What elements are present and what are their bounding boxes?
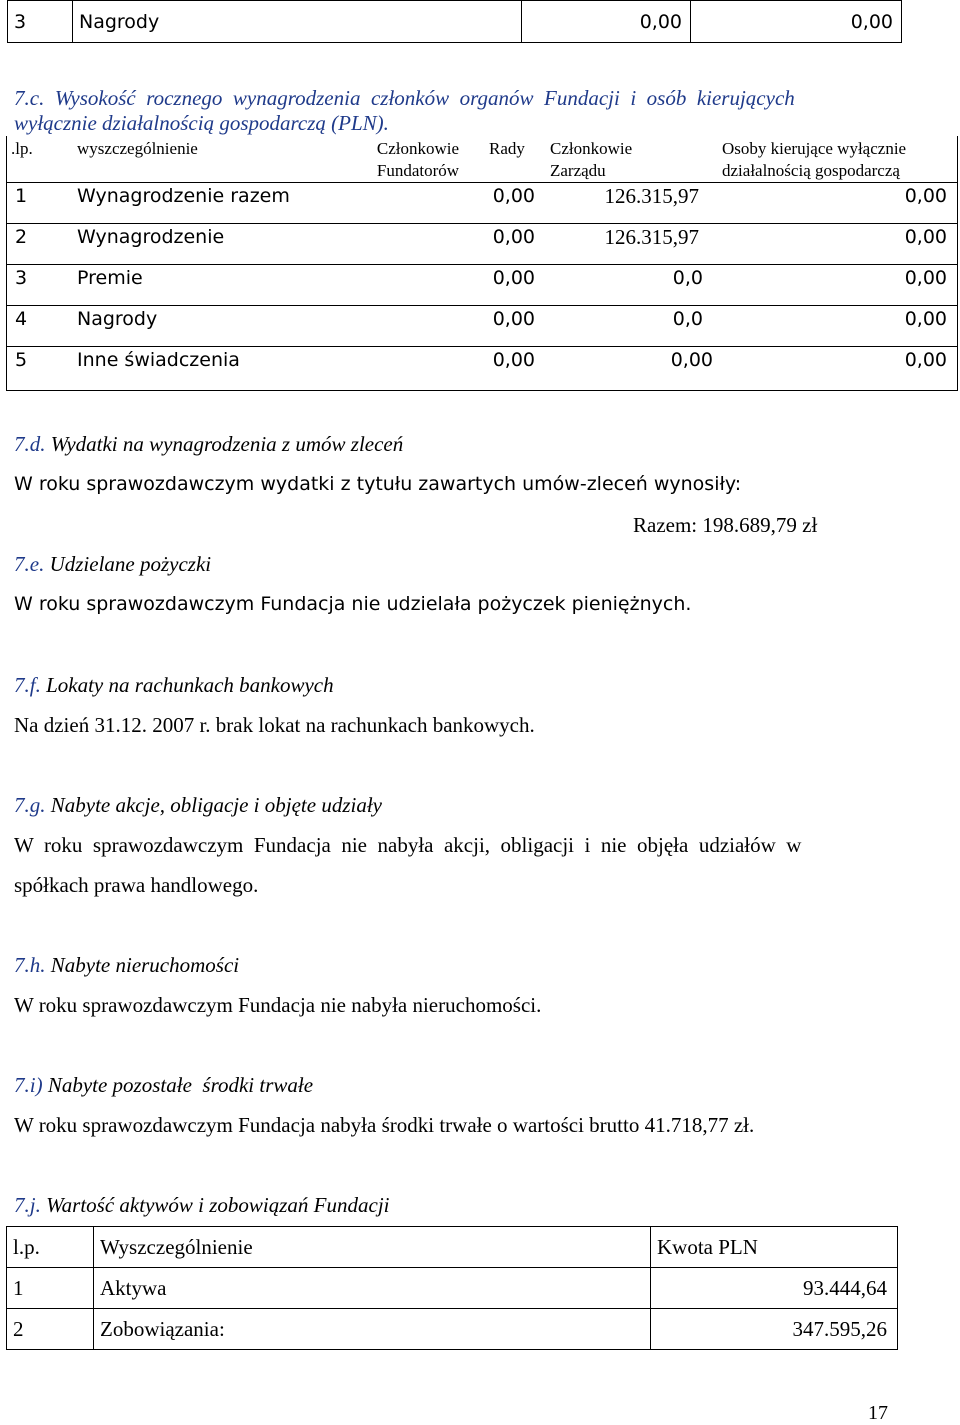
col-header-spec: wyszczególnienie (77, 139, 198, 158)
row-lp: 3 (15, 267, 28, 289)
section-title: Nabyte pozostałe środki trwałe (42, 1073, 314, 1097)
section-prefix: 7.j. (14, 1193, 41, 1217)
row-value-zarzad: 126.315,97 (604, 184, 699, 208)
col-header-persons-line2: działalnością gospodarczą (722, 161, 900, 180)
section-h-text: W roku sprawozdawczym Fundacja nie nabyła nieruchomości. (14, 993, 542, 1017)
row-value-osoby: 0,00 (904, 185, 947, 207)
row-value-rada: 0,00 (492, 308, 535, 330)
section-d-heading (14, 432, 403, 457)
section-d-text: W roku sprawozdawczym wydatki z tytułu zawartych umów-zleceń wynosiły: (14, 473, 742, 495)
col-header-founders-line1: Członkowie (376, 139, 460, 158)
row-divider (7, 305, 957, 306)
col-header-spec: Wyszczególnienie (94, 1227, 651, 1268)
table-header-row (7, 1227, 898, 1268)
row-value: 0,00 (691, 1, 902, 43)
row-divider (7, 264, 957, 265)
section-title: Wydatki na wynagrodzenia z umów zleceń (45, 432, 404, 456)
section-e-heading (14, 552, 211, 577)
section-c-heading-line1: 7.c. Wysokość rocznego wynagrodzenia członków organów Fundacji i osób kierujących (14, 86, 795, 110)
row-divider (7, 182, 957, 183)
row-value-rada: 0,00 (492, 349, 535, 371)
row-amount: 93.444,64 (651, 1268, 898, 1309)
row-lp: 2 (7, 1309, 94, 1350)
section-title: Nabyte akcje, obligacje i objęte udziały (45, 793, 382, 817)
section-j-heading (14, 1193, 390, 1218)
row-value-rada: 0,00 (492, 267, 535, 289)
col-header-mgmt-line1: Członkowie (550, 139, 633, 158)
row-value-zarzad: 0,0 (672, 267, 703, 289)
row-label: Zobowiązania: (94, 1309, 651, 1350)
col-header-persons (722, 138, 952, 182)
page-number: 17 (868, 1402, 888, 1424)
row-value: 0,00 (522, 1, 691, 43)
section-prefix: 7.i) (14, 1073, 43, 1097)
section-e-text: W roku sprawozdawczym Fundacja nie udzielała pożyczek pieniężnych. (14, 593, 692, 615)
col-header-founders (363, 138, 473, 182)
section-h-heading (14, 953, 239, 978)
section-prefix: 7.f. (14, 673, 41, 697)
row-label: Aktywa (94, 1268, 651, 1309)
row-lp: 4 (15, 308, 28, 330)
section-title: Wartość aktywów i zobowiązań Fundacji (40, 1193, 390, 1217)
table-row (8, 1, 902, 43)
row-value-rada: 0,00 (492, 185, 535, 207)
section-title: Nabyte nieruchomości (45, 953, 240, 977)
col-header-lp: l.p. (7, 1227, 94, 1268)
row-label: Wynagrodzenie razem (77, 185, 290, 207)
section-d-total: Razem: 198.689,79 zł (633, 513, 818, 537)
row-divider (7, 346, 957, 347)
table-row (7, 1309, 898, 1350)
table-row (7, 1268, 898, 1309)
section-f-heading (14, 673, 334, 698)
row-label: Inne świadczenia (77, 349, 240, 371)
section-prefix: 7.h. (14, 953, 46, 977)
row-label: Nagrody (77, 308, 158, 330)
row-divider (7, 223, 957, 224)
row-label: Premie (77, 267, 143, 289)
row-lp: 1 (7, 1268, 94, 1309)
row-value-rada: 0,00 (492, 226, 535, 248)
col-header-mgmt (550, 138, 632, 182)
row-value-zarzad: 126.315,97 (604, 225, 699, 249)
section-g-text-line1: W roku sprawozdawczym Fundacja nie nabyła akcji, obligacji i nie objęła udziałów w (14, 833, 802, 857)
section-title: Udzielane pożyczki (44, 552, 212, 576)
row-lp: 2 (15, 226, 28, 248)
section-i-text: W roku sprawozdawczym Fundacja nabyła środki trwałe o wartości brutto 41.718,77 zł. (14, 1113, 755, 1137)
col-header-founders-line2: Fundatorów (376, 161, 460, 180)
row-value-osoby: 0,00 (904, 226, 947, 248)
row-lp: 5 (15, 349, 28, 371)
row-value-zarzad: 0,0 (672, 308, 703, 330)
section-c-heading-line2: wyłącznie działalnością gospodarczą (PLN). (14, 111, 389, 135)
row-value-osoby: 0,00 (904, 349, 947, 371)
row-label: Nagrody (73, 1, 522, 43)
section-g-text-line2: spółkach prawa handlowego. (14, 873, 259, 897)
section-prefix: 7.e. (14, 552, 45, 576)
row-amount: 347.595,26 (651, 1309, 898, 1350)
section-title: Lokaty na rachunkach bankowych (40, 673, 334, 697)
row-value-osoby: 0,00 (904, 267, 947, 289)
col-header-board: Rady (489, 139, 525, 158)
col-header-amount: Kwota PLN (651, 1227, 898, 1268)
assets-liabilities-table (6, 1226, 898, 1350)
section-prefix: 7.g. (14, 793, 46, 817)
section-c-heading (14, 86, 944, 136)
row-lp: 1 (15, 185, 28, 207)
row-value-zarzad: 0,00 (670, 349, 713, 371)
top-continuation-table (7, 0, 902, 43)
row-lp: 3 (8, 1, 73, 43)
section-prefix: 7.d. (14, 432, 46, 456)
col-header-persons-line1: Osoby kierujące wyłącznie (722, 139, 907, 158)
section-i-heading (14, 1073, 313, 1098)
row-label: Wynagrodzenie (77, 226, 225, 248)
section-f-text: Na dzień 31.12. 2007 r. brak lokat na rachunkach bankowych. (14, 713, 535, 737)
compensation-table (6, 136, 958, 391)
col-header-mgmt-line2: Zarządu (550, 161, 606, 180)
row-value-osoby: 0,00 (904, 308, 947, 330)
col-header-lp: .lp. (11, 139, 33, 158)
section-g-heading (14, 793, 382, 818)
